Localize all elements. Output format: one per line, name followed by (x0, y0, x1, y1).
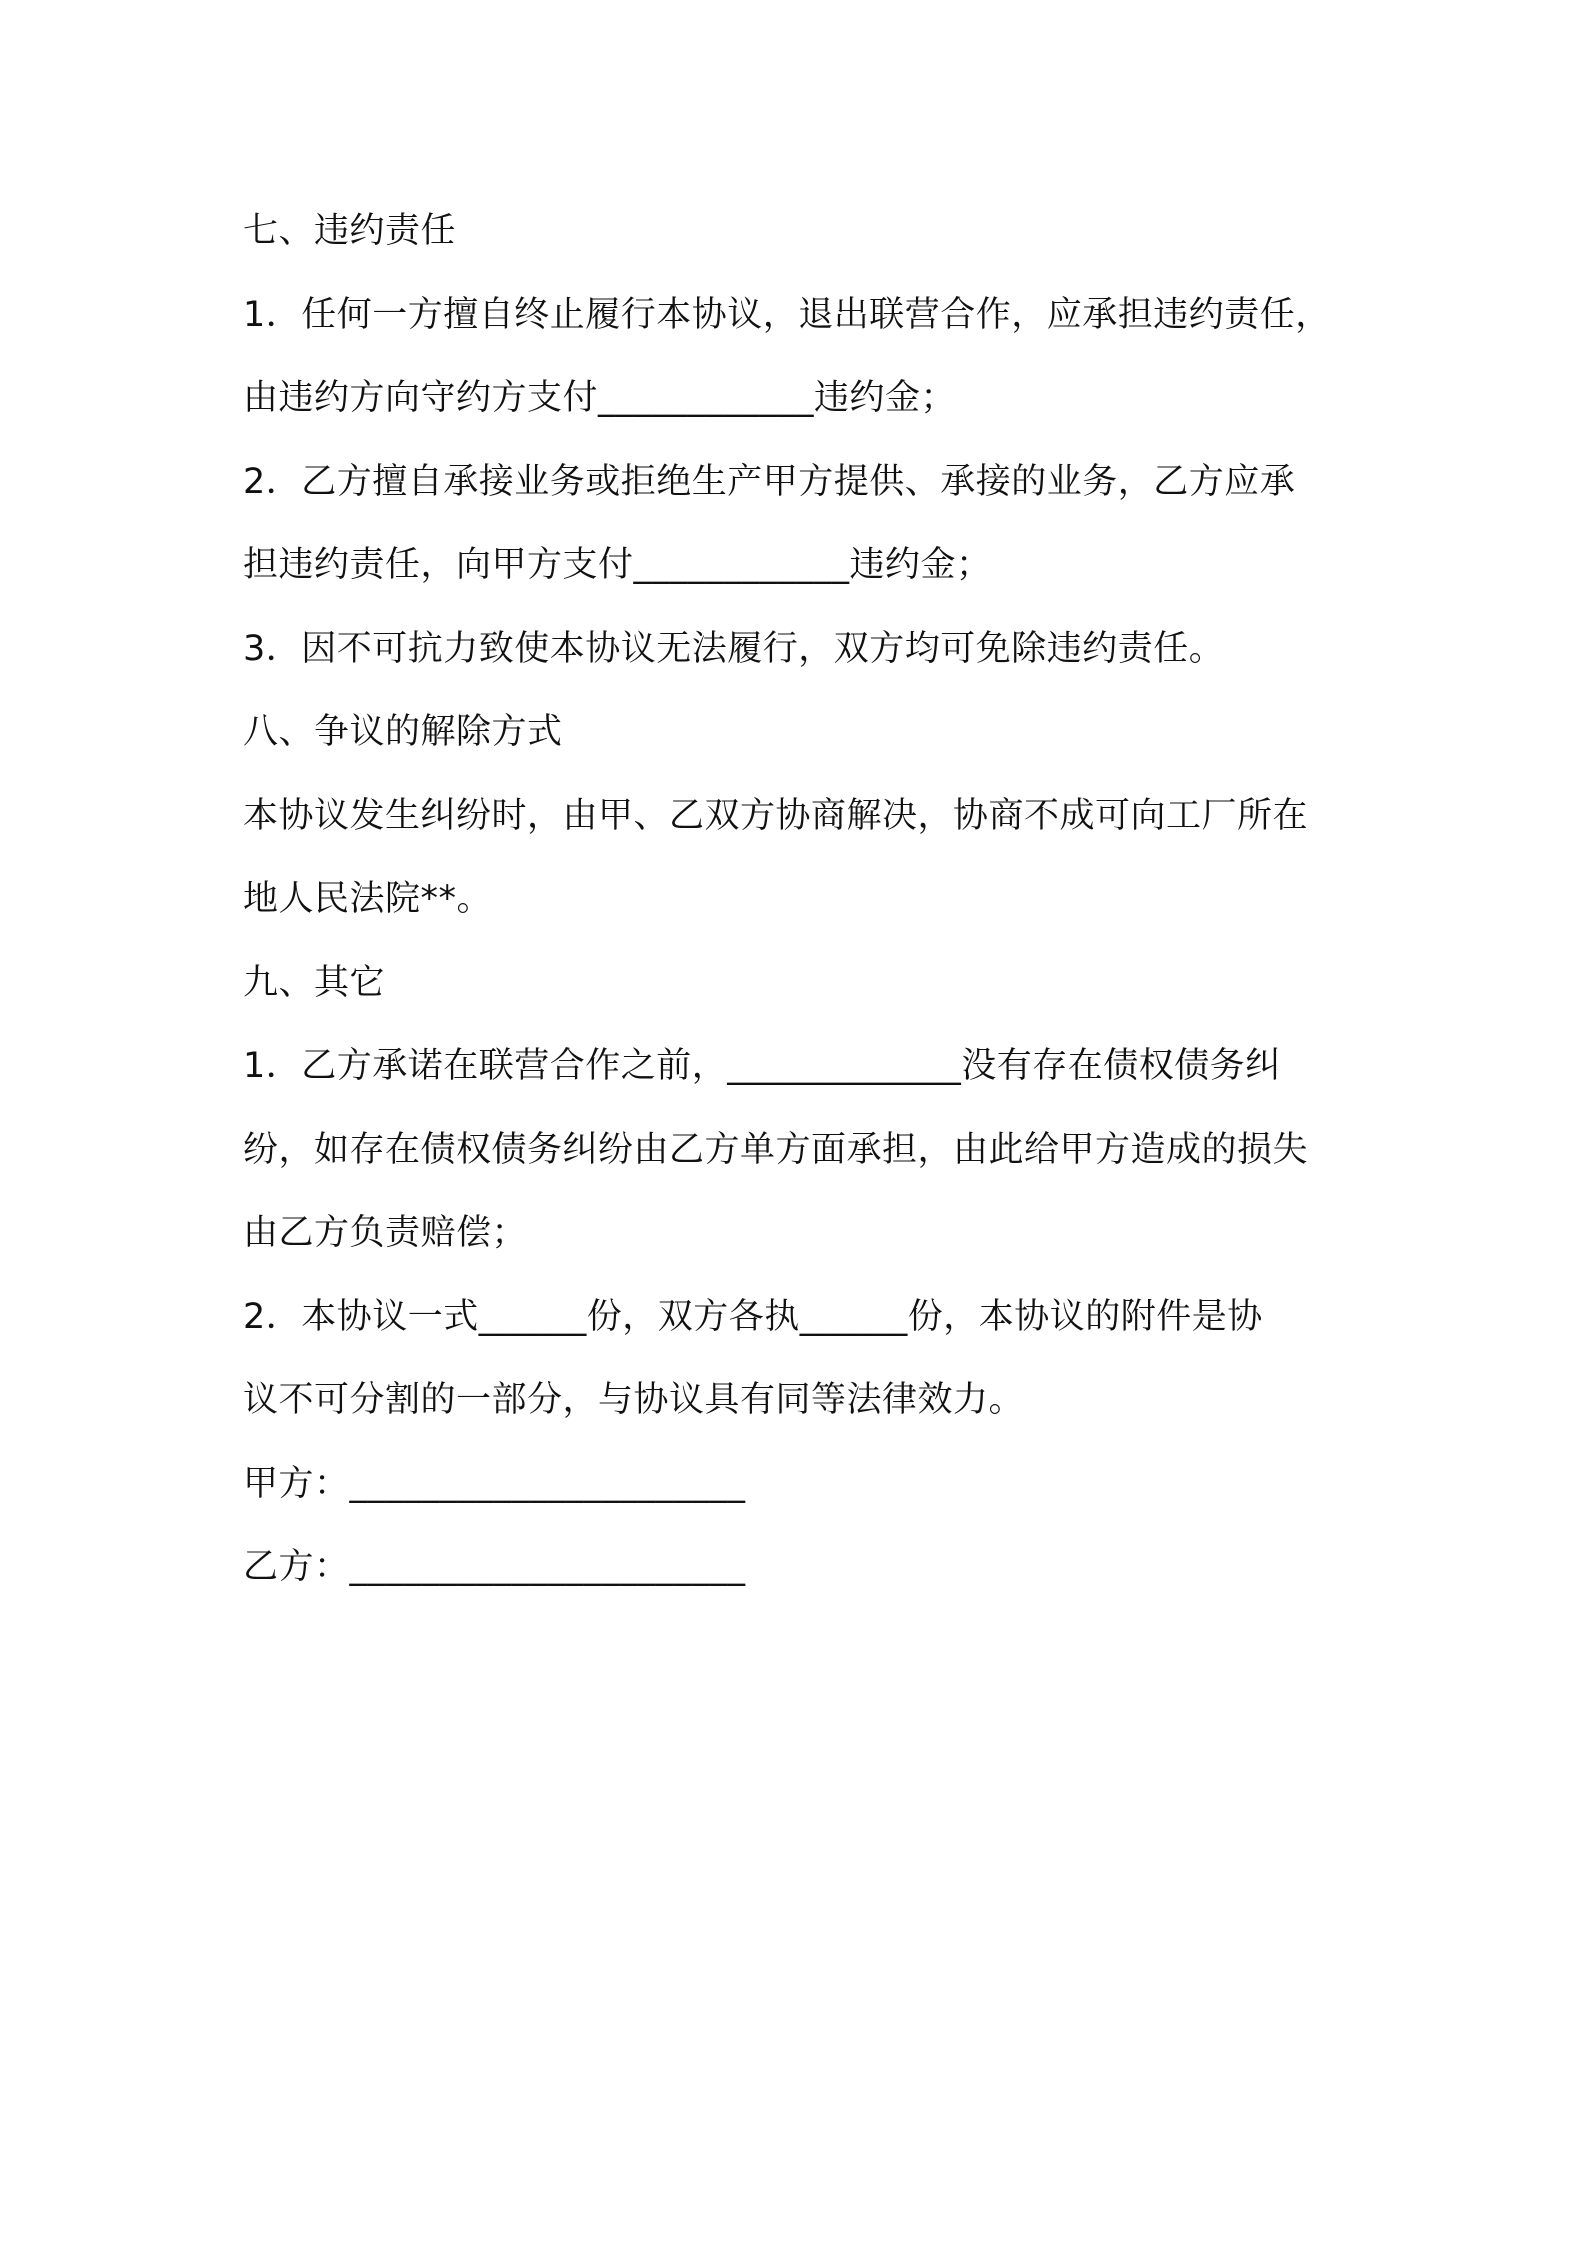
other-clause-1-line-1: 1．乙方承诺在联营合作之前，_____________没有存在债权债务纠 (243, 1046, 1281, 1086)
party-a-signature-line: 甲方：______________________ (243, 1463, 746, 1504)
party-b-signature-line: 乙方：______________________ (243, 1547, 746, 1587)
other-clause-2-line-1: 2．本协议一式______份，双方各执______份，本协议的附件是协 (243, 1296, 1263, 1337)
other-clause-1-line-3: 由乙方负责赔偿； (243, 1213, 528, 1253)
dispute-line-1: 本协议发生纠纷时，由甲、乙双方协商解决，协商不成可向工厂所在 (243, 795, 1309, 836)
section-heading-other: 九、其它 (243, 962, 386, 1003)
dispute-line-2: 地人民法院**。 (243, 879, 493, 919)
clause-2-line-1: 2．乙方擅自承接业务或拒绝生产甲方提供、承接的业务，乙方应承 (243, 461, 1296, 502)
clause-1-line-2: 由违约方向守约方支付____________违约金； (243, 378, 957, 418)
other-clause-2-line-2: 议不可分割的一部分，与协议具有同等法律效力。 (243, 1380, 1025, 1420)
document-body (243, 196, 1363, 1616)
section-heading-dispute: 八、争议的解除方式 (243, 712, 563, 752)
other-clause-1-line-2: 纷，如存在债权债务纠纷由乙方单方面承担，由此给甲方造成的损失 (243, 1129, 1309, 1170)
clause-3-line-1: 3．因不可抗力致使本协议无法履行，双方均可免除违约责任。 (243, 628, 1225, 669)
section-heading-breach: 七、违约责任 (243, 211, 457, 251)
clause-1-line-1: 1．任何一方擅自终止履行本协议，退出联营合作，应承担违约责任， (243, 294, 1331, 335)
clause-2-line-2: 担违约责任，向甲方支付____________违约金； (243, 545, 992, 585)
